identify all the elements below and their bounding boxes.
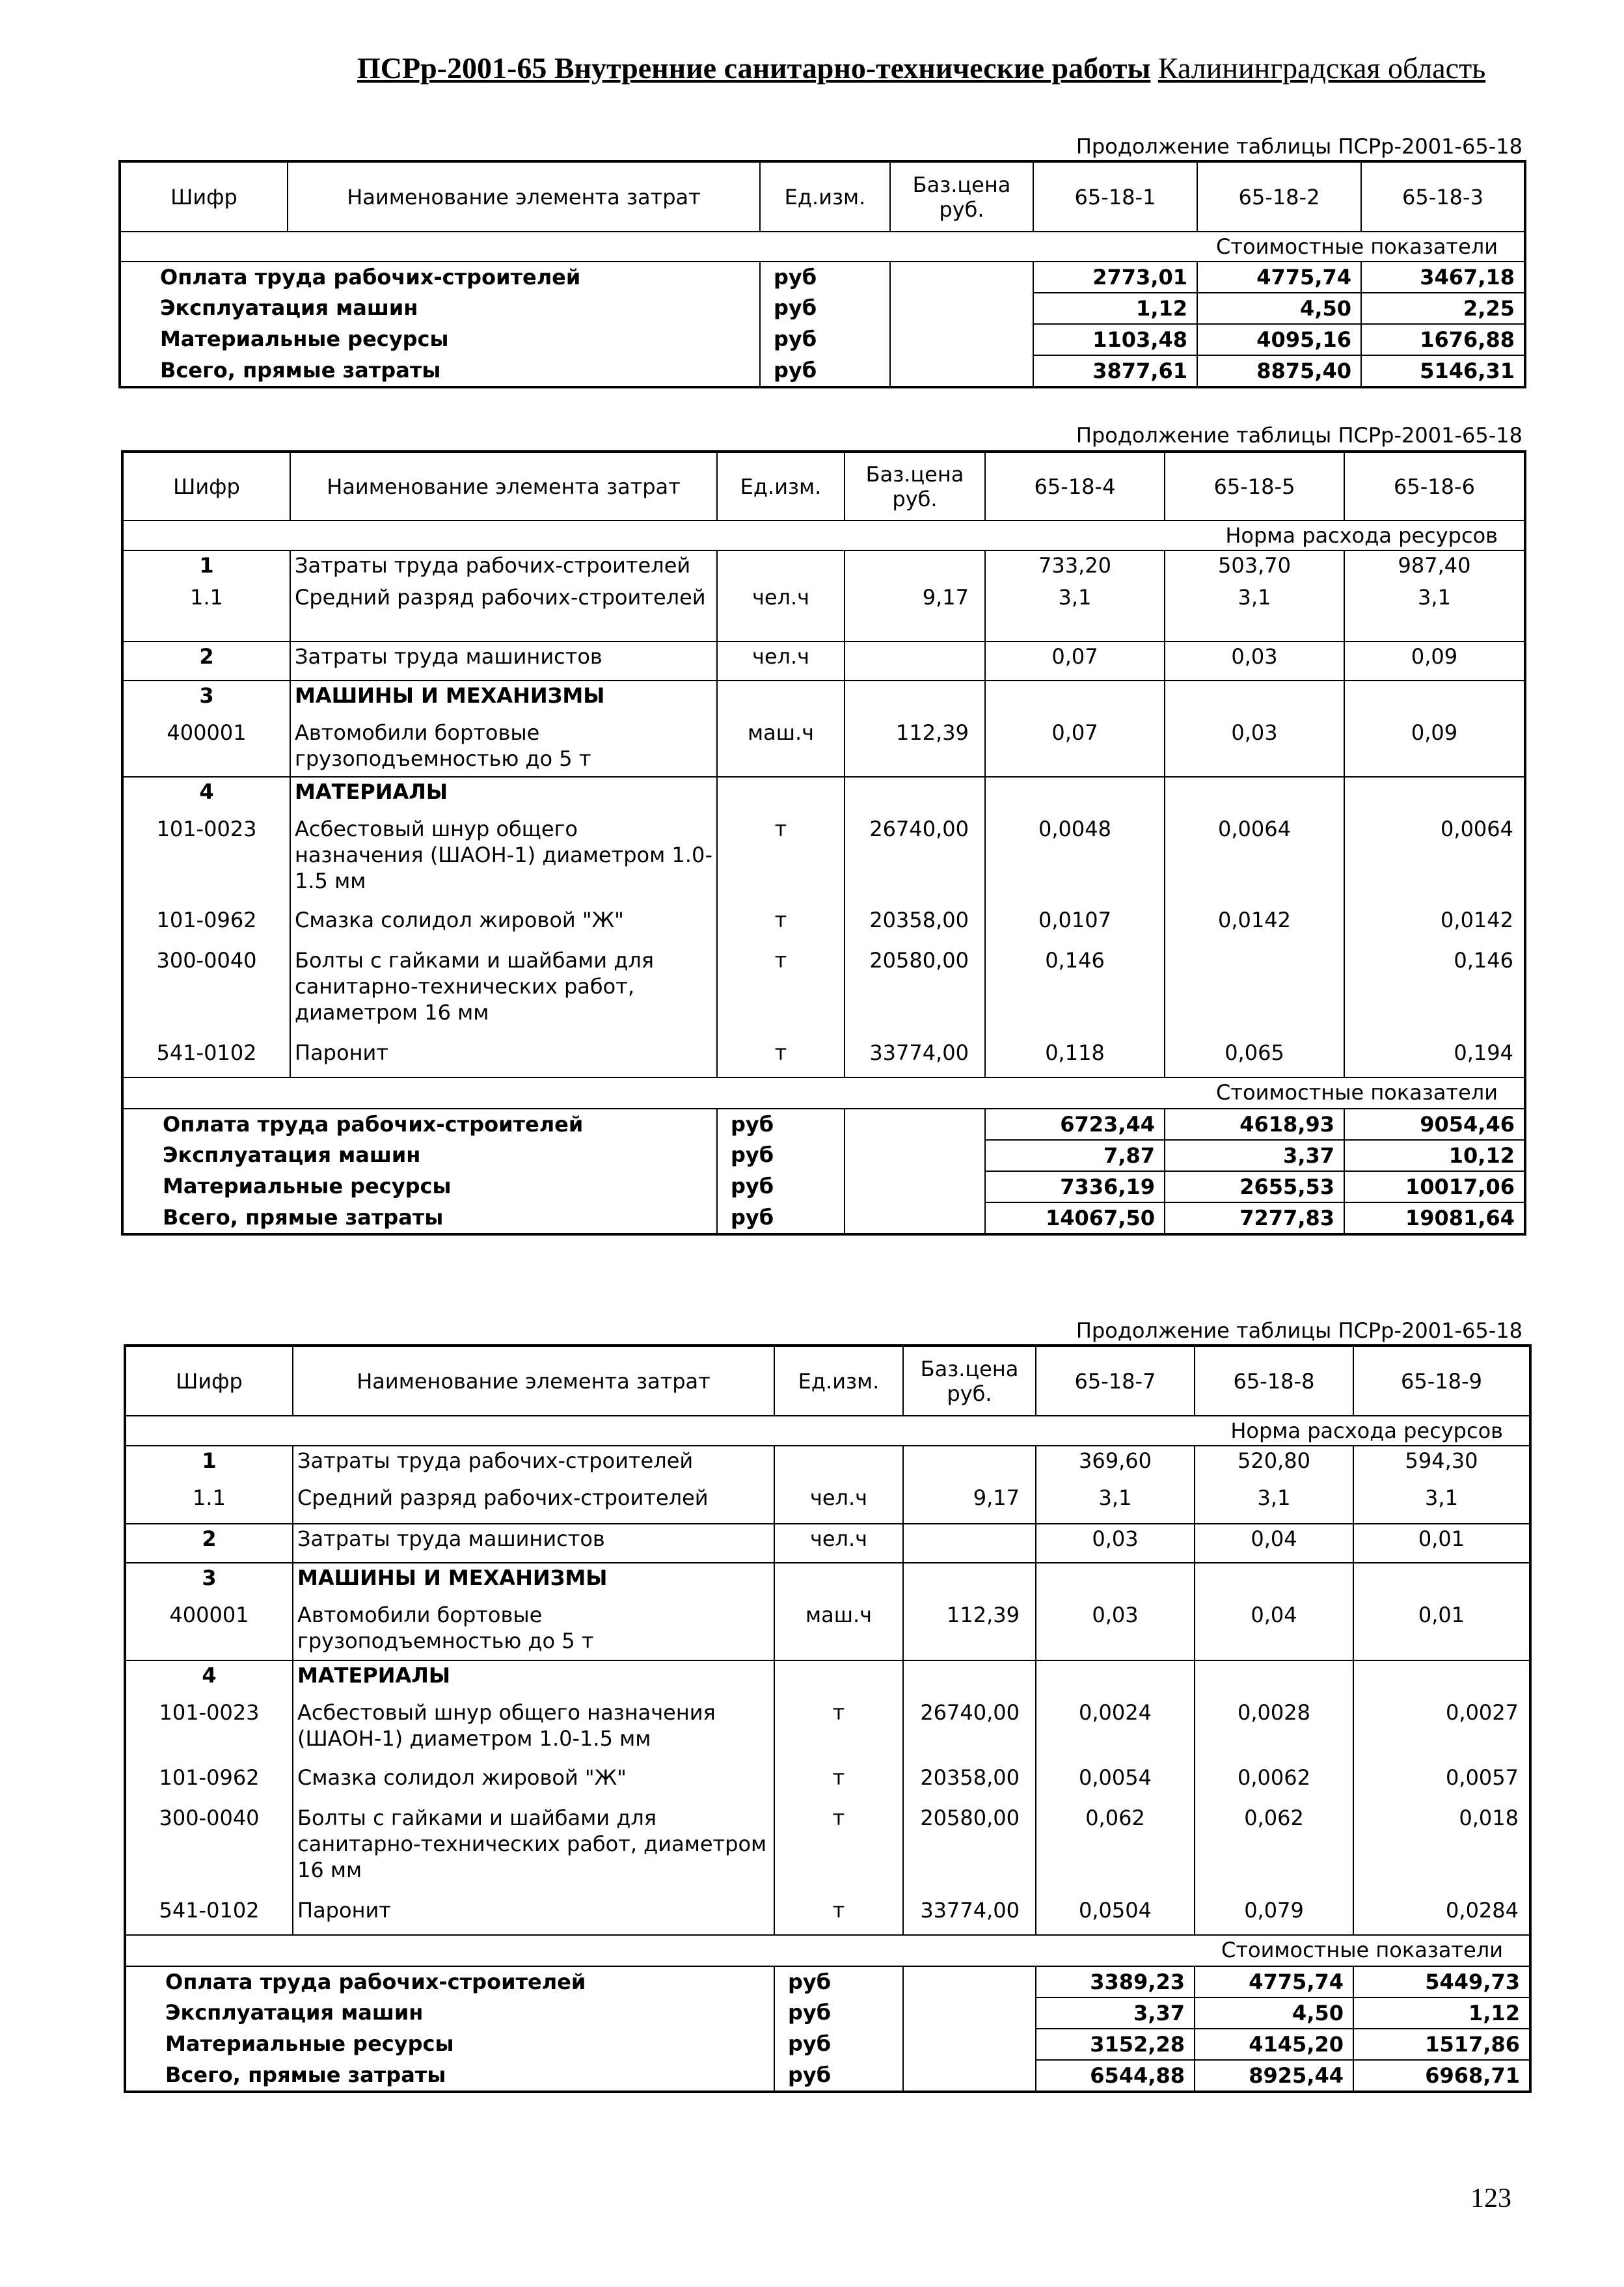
table2-cost-row <box>122 1109 1525 1140</box>
header-title: ПСРр-2001-65 Внутренние санитарно-технические работы <box>357 51 1151 85</box>
cost-value-2: 3,37 <box>1165 1140 1344 1171</box>
table3-header-price: Баз.цена руб. <box>903 1346 1036 1416</box>
row-code: 400001 <box>167 720 247 745</box>
table3-norm-section-title: Норма расхода ресурсов <box>125 1416 1530 1446</box>
table3 <box>124 1344 1532 2093</box>
row-name: Смазка солидол жировой "Ж" <box>293 1763 774 1804</box>
table-row <box>125 1804 1530 1896</box>
cost-name: Материальные ресурсы <box>165 2031 454 2056</box>
row-unit <box>774 1446 903 1483</box>
row-unit: чел.ч <box>717 642 845 681</box>
row-value-3 <box>1353 1563 1530 1601</box>
table-row <box>122 642 1525 681</box>
table3-header-code: Шифр <box>125 1346 293 1416</box>
cost-unit: руб <box>760 293 890 324</box>
row-value-2: 0,03 <box>1165 718 1344 777</box>
table3-header-name: Наименование элемента затрат <box>293 1346 774 1416</box>
cost-price <box>903 2029 1036 2060</box>
row-code: 2 <box>125 1524 293 1563</box>
row-name: Паронит <box>293 1896 774 1935</box>
table-row <box>125 1660 1530 1698</box>
cost-value-2: 7277,83 <box>1165 1202 1344 1234</box>
table1-continuation: Продолжение таблицы ПСРр-2001-65-18 <box>1076 134 1522 159</box>
cost-value-3: 3467,18 <box>1361 262 1525 293</box>
row-unit: маш.ч <box>774 1601 903 1660</box>
row-value-2: 503,70 <box>1165 550 1344 583</box>
table-row <box>125 1446 1530 1483</box>
table2-header-price: Баз.цена руб. <box>845 452 985 521</box>
table2-header-name: Наименование элемента затрат <box>290 452 717 521</box>
cost-value-2: 4,50 <box>1195 1997 1353 2029</box>
page-number: 123 <box>1470 2184 1511 2213</box>
row-value-3: 987,40 <box>1344 550 1525 583</box>
cost-unit: руб <box>717 1109 845 1140</box>
row-price: 9,17 <box>845 583 985 642</box>
cost-value-2: 4,50 <box>1197 293 1361 324</box>
cost-price <box>845 1140 985 1171</box>
row-code: 1.1 <box>190 585 223 610</box>
cost-price <box>890 324 1033 355</box>
table1-header-name: Наименование элемента затрат <box>288 161 760 232</box>
row-value-1 <box>985 681 1165 718</box>
cost-name: Всего, прямые затраты <box>160 358 441 383</box>
row-price <box>845 777 985 815</box>
row-value-3 <box>1344 777 1525 815</box>
row-unit <box>717 777 845 815</box>
row-value-2 <box>1165 777 1344 815</box>
row-price: 9,17 <box>903 1483 1036 1524</box>
row-value-1: 0,03 <box>1036 1524 1195 1563</box>
table1-cost-section <box>120 232 1525 262</box>
row-code: 101-0962 <box>159 1765 260 1790</box>
table1-header-col1: 65-18-1 <box>1033 161 1197 232</box>
table2-header-col2: 65-18-5 <box>1165 452 1344 521</box>
row-value-3: 0,09 <box>1344 718 1525 777</box>
row-price: 26740,00 <box>903 1698 1036 1763</box>
row-value-1 <box>1036 1563 1195 1601</box>
cost-price <box>845 1202 985 1234</box>
row-value-3: 0,0064 <box>1344 815 1525 906</box>
cost-value-1: 3152,28 <box>1036 2029 1195 2060</box>
table2-header-code: Шифр <box>122 452 290 521</box>
cost-unit: руб <box>774 1966 903 1997</box>
row-unit <box>717 681 845 718</box>
row-value-2: 0,065 <box>1165 1038 1344 1077</box>
cost-unit: руб <box>717 1171 845 1202</box>
row-value-3 <box>1353 1660 1530 1698</box>
row-price: 20580,00 <box>903 1804 1036 1896</box>
row-value-1: 0,0504 <box>1036 1896 1195 1935</box>
cost-value-1: 6723,44 <box>985 1109 1165 1140</box>
table1-header-unit: Ед.изм. <box>760 161 890 232</box>
row-name: Асбестовый шнур общего назначения (ШАОН-1) диаметром 1.0-1.5 мм <box>290 815 717 906</box>
table3-cost-row <box>125 2029 1530 2060</box>
cost-value-1: 2773,01 <box>1033 262 1197 293</box>
row-value-2: 0,03 <box>1165 642 1344 681</box>
table-row <box>125 1896 1530 1935</box>
row-name: Затраты труда машинистов <box>293 1524 774 1563</box>
row-price: 112,39 <box>845 718 985 777</box>
table-row <box>122 815 1525 906</box>
row-value-2 <box>1165 946 1344 1038</box>
table-row <box>125 1601 1530 1660</box>
row-unit <box>774 1660 903 1698</box>
row-price: 33774,00 <box>903 1896 1036 1935</box>
cost-value-2: 4618,93 <box>1165 1109 1344 1140</box>
row-name: Затраты труда машинистов <box>290 642 717 681</box>
cost-value-3: 6968,71 <box>1353 2060 1530 2092</box>
row-value-2: 3,1 <box>1195 1483 1353 1524</box>
cost-name: Материальные ресурсы <box>160 327 449 351</box>
row-unit: т <box>717 815 845 906</box>
table1-header-row <box>120 161 1525 232</box>
row-value-2: 0,0064 <box>1165 815 1344 906</box>
row-price: 33774,00 <box>845 1038 985 1077</box>
cost-unit: руб <box>774 2029 903 2060</box>
table-row <box>122 550 1525 583</box>
row-value-3: 0,0142 <box>1344 906 1525 946</box>
row-name: Болты с гайками и шайбами для санитарно-технических работ, диаметром 16 мм <box>290 946 717 1038</box>
row-value-3: 3,1 <box>1344 583 1525 642</box>
row-value-1: 3,1 <box>985 583 1165 642</box>
table1-header-code: Шифр <box>120 161 288 232</box>
row-name: МАТЕРИАЛЫ <box>290 777 717 815</box>
cost-value-1: 7,87 <box>985 1140 1165 1171</box>
cost-name: Оплата труда рабочих-строителей <box>165 1969 586 1994</box>
table2 <box>121 450 1526 1236</box>
row-unit: т <box>717 946 845 1038</box>
row-price: 20358,00 <box>845 906 985 946</box>
cost-value-3: 19081,64 <box>1344 1202 1525 1234</box>
table2-cost-row <box>122 1171 1525 1202</box>
row-code: 4 <box>125 1660 293 1698</box>
table1-cost-section-title: Стоимостные показатели <box>120 232 1525 262</box>
row-code: 101-0023 <box>156 817 257 841</box>
row-code: 400001 <box>169 1603 249 1627</box>
row-value-1: 733,20 <box>985 550 1165 583</box>
table2-header-unit: Ед.изм. <box>717 452 845 521</box>
row-value-2: 0,0028 <box>1195 1698 1353 1763</box>
row-name: Асбестовый шнур общего назначения (ШАОН-1) диаметром 1.0-1.5 мм <box>293 1698 774 1763</box>
cost-value-2: 2655,53 <box>1165 1171 1344 1202</box>
row-code: 4 <box>122 777 290 815</box>
row-unit: т <box>774 1763 903 1804</box>
row-unit: т <box>717 1038 845 1077</box>
cost-value-3: 2,25 <box>1361 293 1525 324</box>
table1 <box>118 160 1526 388</box>
table-row <box>122 906 1525 946</box>
table-row <box>125 1524 1530 1563</box>
table3-cost-row <box>125 2060 1530 2092</box>
cost-name: Материальные ресурсы <box>163 1174 452 1198</box>
table3-cost-section-title: Стоимостные показатели <box>125 1935 1530 1966</box>
table3-header-col3: 65-18-9 <box>1353 1346 1530 1416</box>
cost-value-3: 5449,73 <box>1353 1966 1530 1997</box>
table2-header-col1: 65-18-4 <box>985 452 1165 521</box>
row-name: МАШИНЫ И МЕХАНИЗМЫ <box>290 681 717 718</box>
row-price: 26740,00 <box>845 815 985 906</box>
row-code: 3 <box>125 1563 293 1601</box>
cost-value-3: 1517,86 <box>1353 2029 1530 2060</box>
cost-name: Эксплуатация машин <box>165 2000 424 2025</box>
row-price <box>903 1660 1036 1698</box>
cost-unit: руб <box>774 2060 903 2092</box>
cost-value-3: 1,12 <box>1353 1997 1530 2029</box>
row-value-2: 0,0062 <box>1195 1763 1353 1804</box>
cost-name: Эксплуатация машин <box>160 295 418 320</box>
row-name: Автомобили бортовые грузоподъемностью до 5 т <box>293 1601 774 1660</box>
row-code: 541-0102 <box>159 1898 260 1923</box>
table-row <box>122 583 1525 642</box>
table2-continuation: Продолжение таблицы ПСРр-2001-65-18 <box>1076 423 1522 448</box>
cost-value-3: 10,12 <box>1344 1140 1525 1171</box>
row-price <box>903 1524 1036 1563</box>
cost-value-3: 9054,46 <box>1344 1109 1525 1140</box>
row-code: 101-0023 <box>159 1700 260 1725</box>
table-row <box>122 777 1525 815</box>
row-value-3: 3,1 <box>1353 1483 1530 1524</box>
row-value-3: 0,09 <box>1344 642 1525 681</box>
row-value-2 <box>1195 1660 1353 1698</box>
row-value-3: 0,0284 <box>1353 1896 1530 1935</box>
row-price <box>845 681 985 718</box>
page-header <box>357 51 1485 85</box>
row-name: Болты с гайками и шайбами для санитарно-технических работ, диаметром 16 мм <box>293 1804 774 1896</box>
cost-unit: руб <box>760 324 890 355</box>
row-code: 1.1 <box>193 1485 226 1510</box>
row-code: 1 <box>202 1448 217 1473</box>
table3-header-unit: Ед.изм. <box>774 1346 903 1416</box>
row-value-1: 0,0048 <box>985 815 1165 906</box>
table3-cost-section <box>125 1935 1530 1966</box>
table2-header-col3: 65-18-6 <box>1344 452 1525 521</box>
row-value-2: 520,80 <box>1195 1446 1353 1483</box>
row-value-2: 0,04 <box>1195 1601 1353 1660</box>
cost-price <box>845 1109 985 1140</box>
table-row <box>122 681 1525 718</box>
row-name: Затраты труда рабочих-строителей <box>293 1446 774 1483</box>
row-value-2: 0,062 <box>1195 1804 1353 1896</box>
cost-price <box>903 2060 1036 2092</box>
row-value-1: 3,1 <box>1036 1483 1195 1524</box>
table3-norm-section <box>125 1416 1530 1446</box>
cost-value-2: 8875,40 <box>1197 355 1361 387</box>
row-value-3: 0,194 <box>1344 1038 1525 1077</box>
table3-header-row <box>125 1346 1530 1416</box>
row-name: Смазка солидол жировой "Ж" <box>290 906 717 946</box>
row-price <box>845 642 985 681</box>
table1-header-price: Баз.цена руб. <box>890 161 1033 232</box>
row-code: 300-0040 <box>159 1806 260 1830</box>
row-value-3: 594,30 <box>1353 1446 1530 1483</box>
table-row <box>125 1483 1530 1524</box>
row-value-3: 0,0057 <box>1353 1763 1530 1804</box>
row-value-1: 0,03 <box>1036 1601 1195 1660</box>
cost-value-1: 1,12 <box>1033 293 1197 324</box>
table-row <box>125 1698 1530 1763</box>
table3-cost-row <box>125 1966 1530 1997</box>
row-value-2 <box>1165 681 1344 718</box>
table-row <box>122 718 1525 777</box>
cost-value-3: 1676,88 <box>1361 324 1525 355</box>
cost-unit: руб <box>760 355 890 387</box>
row-price: 112,39 <box>903 1601 1036 1660</box>
table1-cost-row <box>120 293 1525 324</box>
cost-unit: руб <box>717 1140 845 1171</box>
table1-cost-row <box>120 324 1525 355</box>
table-row <box>122 1038 1525 1077</box>
row-unit: т <box>774 1804 903 1896</box>
table2-norm-section <box>122 521 1525 550</box>
row-code: 1 <box>199 553 214 578</box>
table-row <box>125 1563 1530 1601</box>
table1-cost-row <box>120 355 1525 387</box>
row-value-1: 0,0107 <box>985 906 1165 946</box>
cost-price <box>890 293 1033 324</box>
cost-price <box>890 262 1033 293</box>
cost-name: Оплата труда рабочих-строителей <box>163 1112 584 1137</box>
row-code: 2 <box>122 642 290 681</box>
row-price <box>903 1563 1036 1601</box>
row-value-3: 0,0027 <box>1353 1698 1530 1763</box>
header-region: Калининградская область <box>1157 51 1486 85</box>
row-unit <box>717 550 845 583</box>
row-unit: т <box>717 906 845 946</box>
table-row <box>122 946 1525 1038</box>
cost-value-1: 6544,88 <box>1036 2060 1195 2092</box>
cost-name: Всего, прямые затраты <box>165 2063 446 2087</box>
row-value-2: 0,04 <box>1195 1524 1353 1563</box>
row-value-1: 0,07 <box>985 718 1165 777</box>
row-price <box>903 1446 1036 1483</box>
table3-continuation: Продолжение таблицы ПСРр-2001-65-18 <box>1076 1318 1522 1343</box>
table3-header-col1: 65-18-7 <box>1036 1346 1195 1416</box>
row-value-3: 0,01 <box>1353 1524 1530 1563</box>
row-unit: чел.ч <box>774 1483 903 1524</box>
row-value-2: 0,079 <box>1195 1896 1353 1935</box>
cost-price <box>890 355 1033 387</box>
cost-unit: руб <box>717 1202 845 1234</box>
row-value-3: 0,01 <box>1353 1601 1530 1660</box>
table2-cost-row <box>122 1140 1525 1171</box>
table-row <box>125 1763 1530 1804</box>
cost-value-2: 4775,74 <box>1197 262 1361 293</box>
table2-norm-section-title: Норма расхода ресурсов <box>122 521 1525 550</box>
row-value-1 <box>1036 1660 1195 1698</box>
table2-cost-section <box>122 1077 1525 1109</box>
cost-name: Всего, прямые затраты <box>163 1205 444 1230</box>
cost-value-1: 3877,61 <box>1033 355 1197 387</box>
row-code: 300-0040 <box>156 948 257 973</box>
cost-name: Эксплуатация машин <box>163 1143 421 1167</box>
cost-value-3: 5146,31 <box>1361 355 1525 387</box>
cost-price <box>903 1997 1036 2029</box>
row-value-1: 0,118 <box>985 1038 1165 1077</box>
row-unit <box>774 1563 903 1601</box>
row-value-3: 0,018 <box>1353 1804 1530 1896</box>
table2-header-row <box>122 452 1525 521</box>
row-code: 101-0962 <box>156 908 257 932</box>
cost-name: Оплата труда рабочих-строителей <box>160 265 581 290</box>
row-value-3 <box>1344 681 1525 718</box>
cost-value-1: 1103,48 <box>1033 324 1197 355</box>
row-unit: т <box>774 1698 903 1763</box>
row-value-3: 0,146 <box>1344 946 1525 1038</box>
row-code: 541-0102 <box>156 1040 257 1065</box>
row-name: Автомобили бортовые грузоподъемностью до 5 т <box>290 718 717 777</box>
cost-value-2: 8925,44 <box>1195 2060 1353 2092</box>
cost-value-3: 10017,06 <box>1344 1171 1525 1202</box>
cost-value-1: 14067,50 <box>985 1202 1165 1234</box>
row-name: Паронит <box>290 1038 717 1077</box>
row-value-1: 0,0024 <box>1036 1698 1195 1763</box>
cost-unit: руб <box>760 262 890 293</box>
row-unit: чел.ч <box>774 1524 903 1563</box>
row-unit: т <box>774 1896 903 1935</box>
row-value-1: 369,60 <box>1036 1446 1195 1483</box>
table1-header-col2: 65-18-2 <box>1197 161 1361 232</box>
row-value-1: 0,062 <box>1036 1804 1195 1896</box>
row-value-1: 0,0054 <box>1036 1763 1195 1804</box>
row-unit: чел.ч <box>717 583 845 642</box>
row-name: Средний разряд рабочих-строителей <box>290 583 717 642</box>
row-price: 20358,00 <box>903 1763 1036 1804</box>
row-value-2: 3,1 <box>1165 583 1344 642</box>
row-name: Средний разряд рабочих-строителей <box>293 1483 774 1524</box>
cost-price <box>903 1966 1036 1997</box>
row-value-1 <box>985 777 1165 815</box>
row-value-1: 0,07 <box>985 642 1165 681</box>
row-value-2 <box>1195 1563 1353 1601</box>
cost-value-1: 3389,23 <box>1036 1966 1195 1997</box>
row-unit: маш.ч <box>717 718 845 777</box>
row-name: МАШИНЫ И МЕХАНИЗМЫ <box>293 1563 774 1601</box>
cost-value-1: 3,37 <box>1036 1997 1195 2029</box>
cost-value-1: 7336,19 <box>985 1171 1165 1202</box>
row-name: Затраты труда рабочих-строителей <box>290 550 717 583</box>
row-code: 3 <box>122 681 290 718</box>
table3-header-col2: 65-18-8 <box>1195 1346 1353 1416</box>
table2-cost-row <box>122 1202 1525 1234</box>
table1-cost-row <box>120 262 1525 293</box>
cost-value-2: 4775,74 <box>1195 1966 1353 1997</box>
table1-header-col3: 65-18-3 <box>1361 161 1525 232</box>
table3-cost-row <box>125 1997 1530 2029</box>
table2-cost-section-title: Стоимостные показатели <box>122 1077 1525 1109</box>
cost-value-2: 4145,20 <box>1195 2029 1353 2060</box>
cost-unit: руб <box>774 1997 903 2029</box>
row-value-1: 0,146 <box>985 946 1165 1038</box>
row-value-2: 0,0142 <box>1165 906 1344 946</box>
cost-value-2: 4095,16 <box>1197 324 1361 355</box>
row-price <box>845 550 985 583</box>
row-name: МАТЕРИАЛЫ <box>293 1660 774 1698</box>
cost-price <box>845 1171 985 1202</box>
row-price: 20580,00 <box>845 946 985 1038</box>
